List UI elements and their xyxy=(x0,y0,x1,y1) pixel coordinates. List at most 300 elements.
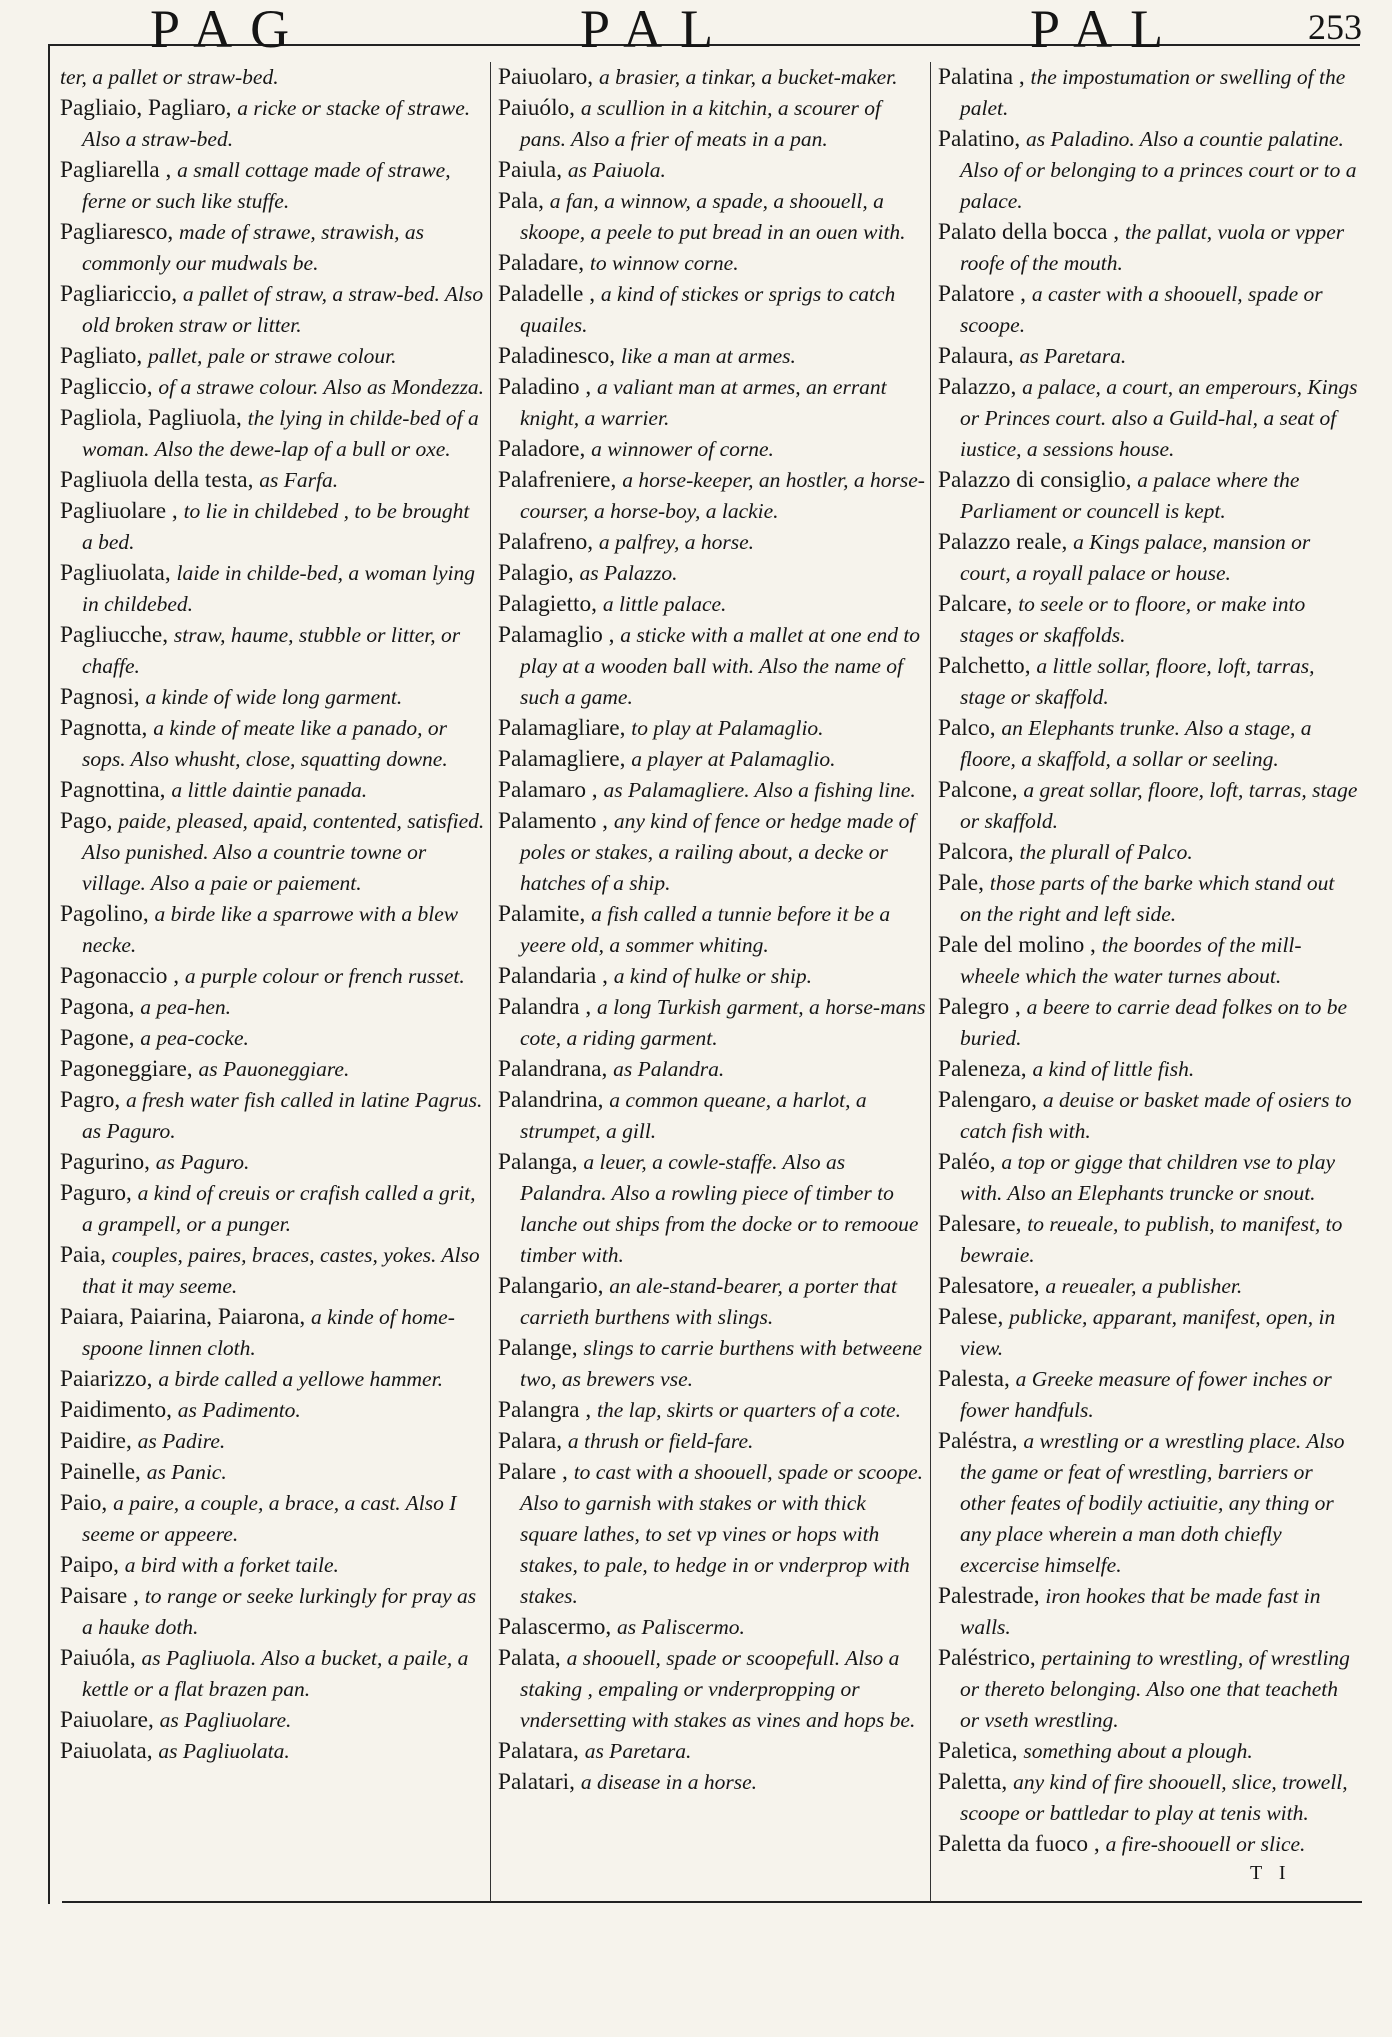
dictionary-entry xyxy=(498,93,926,155)
entry-headword: Pago, xyxy=(60,808,113,834)
entry-headword: Pagliccio, xyxy=(60,374,153,400)
entry-headword: Paidimento, xyxy=(60,1397,172,1423)
entry-headword: Pagliola, Pagliuola, xyxy=(60,405,242,431)
entry-headword: Palamagliere, xyxy=(498,746,626,772)
entry-definition: couples, paires, braces, castes, yokes. Also that it may seeme. xyxy=(82,1243,480,1298)
entry-definition: any kind of fence or hedge made of poles or stakes, a railing about, a decke or hatches of a ship. xyxy=(520,809,916,895)
dictionary-entry xyxy=(498,1085,926,1147)
dictionary-entry xyxy=(498,1395,926,1426)
dictionary-entry xyxy=(60,1054,485,1085)
entry-definition: a little daintie panada. xyxy=(171,778,368,802)
dictionary-entry xyxy=(60,496,485,558)
dictionary-entry xyxy=(498,620,926,713)
entry-definition: a Greeke measure of fower inches or fower handfuls. xyxy=(960,1367,1332,1422)
entry-definition: a fan, a winnow, a spade, a shoouell, a skoope, a peele to put bread in an ouen with. xyxy=(520,189,906,244)
entry-headword: Pagro, xyxy=(60,1087,121,1113)
entry-definition: a kinde of wide long garment. xyxy=(145,685,403,709)
entry-headword: Paléstra, xyxy=(938,1428,1018,1454)
dictionary-entry xyxy=(498,465,926,527)
entry-headword: Palcone, xyxy=(938,777,1018,803)
dictionary-entry xyxy=(938,868,1358,930)
dictionary-entry xyxy=(60,465,485,496)
dictionary-entry xyxy=(498,744,926,775)
dictionary-entry xyxy=(938,930,1358,992)
entry-headword: Palesta, xyxy=(938,1366,1010,1392)
entry-headword: Palazzo reale, xyxy=(938,529,1068,555)
entry-definition: a deuise or basket made of osiers to catch fish with. xyxy=(960,1088,1352,1143)
dictionary-entry xyxy=(60,1240,485,1302)
entry-headword: Palaura, xyxy=(938,343,1014,369)
entry-definition: a leuer, a cowle-staffe. Also as Palandra. Also a rowling piece of timber to lanche out ships from the docke or to remooue timber with. xyxy=(520,1150,919,1267)
entry-headword: Palese, xyxy=(938,1304,1004,1330)
entry-definition: an ale-stand-bearer, a porter that carrieth burthens with slings. xyxy=(520,1274,897,1329)
dictionary-entry xyxy=(938,1271,1358,1302)
entry-headword: Pagliaresco, xyxy=(60,219,174,245)
entry-definition: the lap, skirts or quarters of a cote. xyxy=(596,1398,901,1422)
entry-headword: Paidire, xyxy=(60,1428,132,1454)
entry-definition: like a man at armes. xyxy=(620,344,796,368)
entry-definition: a top or gigge that children vse to play with. Also an Elephants truncke or snout. xyxy=(960,1150,1336,1205)
dictionary-entry xyxy=(498,62,926,93)
entry-definition: as Paretara. xyxy=(584,1739,692,1763)
entry-definition: iron hookes that be made fast in walls. xyxy=(960,1584,1321,1639)
dictionary-entry xyxy=(498,1736,926,1767)
entry-headword: Paiarizzo, xyxy=(60,1366,153,1392)
entry-headword: Palato della bocca , xyxy=(938,219,1120,245)
dictionary-entry xyxy=(60,1457,485,1488)
entry-definition: publicke, apparant, manifest, open, in view. xyxy=(960,1305,1336,1360)
entry-definition: a kinde of meate like a panado, or sops. Also whusht, close, squatting downe. xyxy=(82,716,448,771)
entry-headword: Palatino, xyxy=(938,126,1021,152)
entry-headword: Palamite, xyxy=(498,901,586,927)
entry-definition: the pallat, vuola or vpper roofe of the mouth. xyxy=(960,220,1345,275)
entry-headword: Palagietto, xyxy=(498,591,597,617)
entry-headword: Palestrade, xyxy=(938,1583,1040,1609)
entry-headword: Pagoneggiare, xyxy=(60,1056,193,1082)
entry-headword: Palara, xyxy=(498,1428,563,1454)
entry-headword: Palco, xyxy=(938,715,996,741)
entry-headword: Paletta da fuoco , xyxy=(938,1831,1100,1857)
dictionary-entry xyxy=(498,899,926,961)
dictionary-entry xyxy=(60,1085,485,1147)
entry-headword: Pale del molino , xyxy=(938,932,1096,958)
entry-headword: Palagio, xyxy=(498,560,574,586)
dictionary-entry xyxy=(938,1302,1358,1364)
column-1 xyxy=(60,62,485,1902)
entry-definition: of a strawe colour. Also as Mondezza. xyxy=(158,375,485,399)
entry-definition: a little sollar, floore, loft, tarras, stage or skaffold. xyxy=(960,654,1315,709)
dictionary-entry xyxy=(938,279,1358,341)
entry-definition: a great sollar, floore, loft, tarras, stage or skaffold. xyxy=(960,778,1358,833)
entry-definition: as Paladino. Also a countie palatine. Also of or belonging to a princes court or to a palace. xyxy=(960,127,1357,213)
entry-definition: something about a plough. xyxy=(1023,1739,1253,1763)
dictionary-entry xyxy=(938,465,1358,527)
entry-definition: a common queane, a harlot, a strumpet, a gill. xyxy=(520,1088,867,1143)
entry-definition: laide in childe-bed, a woman lying in childebed. xyxy=(82,561,476,616)
dictionary-entry xyxy=(938,124,1358,217)
dictionary-entry xyxy=(60,1488,485,1550)
entry-definition: a pea-hen. xyxy=(140,995,231,1019)
dictionary-entry xyxy=(60,1581,485,1643)
dictionary-entry xyxy=(938,372,1358,465)
signature-mark: T I xyxy=(1250,1862,1292,1884)
dictionary-entry xyxy=(498,558,926,589)
dictionary-entry xyxy=(60,341,485,372)
column-separator-2 xyxy=(930,62,931,1902)
dictionary-entry xyxy=(60,992,485,1023)
entry-definition: a birde like a sparrowe with a blew necke. xyxy=(82,902,459,957)
dictionary-entry xyxy=(60,93,485,155)
dictionary-entry xyxy=(60,1550,485,1581)
entry-headword: Pagliarella , xyxy=(60,157,172,183)
dictionary-entry xyxy=(938,1767,1358,1829)
dictionary-entry xyxy=(938,651,1358,713)
entry-headword: Pagliuola della testa, xyxy=(60,467,254,493)
entry-headword: Palatara, xyxy=(498,1738,579,1764)
entry-definition: as Paguro. xyxy=(155,1150,250,1174)
entry-headword: Palegro , xyxy=(938,994,1021,1020)
entry-headword: Palare , xyxy=(498,1459,568,1485)
entry-definition: as Paliscermo. xyxy=(617,1615,745,1639)
dictionary-entry xyxy=(938,1209,1358,1271)
dictionary-entry xyxy=(498,1426,926,1457)
dictionary-entry xyxy=(498,248,926,279)
entry-headword: Paiara, Paiarina, Paiarona, xyxy=(60,1304,306,1330)
running-head-right: PAL xyxy=(1030,0,1182,59)
entry-definition: as Pagliuola. Also a bucket, a paile, a kettle or a flat brazen pan. xyxy=(82,1646,469,1701)
entry-headword: Paléo, xyxy=(938,1149,996,1175)
entry-definition: the boordes of the mill-wheele which the water turnes about. xyxy=(960,933,1302,988)
entry-headword: Pagliuolata, xyxy=(60,560,171,586)
entry-headword: Palandaria , xyxy=(498,963,608,989)
entry-definition: a small cottage made of strawe, ferne or such like stuffe. xyxy=(82,158,451,213)
dictionary-entry xyxy=(60,1178,485,1240)
entry-definition: a Kings palace, mansion or court, a royall palace or house. xyxy=(960,530,1311,585)
dictionary-entry xyxy=(498,589,926,620)
entry-definition: the plurall of Palco. xyxy=(1019,840,1193,864)
entry-headword: Palandra , xyxy=(498,994,592,1020)
entry-definition: as Paiuola. xyxy=(567,158,666,182)
entry-definition: a reuealer, a publisher. xyxy=(1045,1274,1243,1298)
entry-headword: Palesatore, xyxy=(938,1273,1040,1299)
entry-definition: a palfrey, a horse. xyxy=(598,530,754,554)
entry-definition: as Pagliuolare. xyxy=(159,1708,292,1732)
entry-definition: pallet, pale or strawe colour. xyxy=(148,344,397,368)
entry-headword: Palatari, xyxy=(498,1769,575,1795)
entry-definition: a horse-keeper, an hostler, a horse-courser, a horse-boy, a lackie. xyxy=(520,468,925,523)
entry-definition: a wrestling or a wrestling place. Also the game or feat of wrestling, barriers or other feates of bodily actiuitie, any thing or any place wherein a man doth chiefly excercise himselfe. xyxy=(960,1429,1345,1577)
entry-definition: to winnow corne. xyxy=(589,251,739,275)
entry-definition: a scullion in a kitchin, a scourer of pans. Also a frier of meats in a pan. xyxy=(520,96,882,151)
entry-headword: Pagliaio, Pagliaro, xyxy=(60,95,232,121)
entry-headword: Paia, xyxy=(60,1242,106,1268)
entry-definition: a kinde of home-spoone linnen cloth. xyxy=(82,1305,455,1360)
entry-definition: as Padimento. xyxy=(177,1398,301,1422)
dictionary-entry xyxy=(60,1364,485,1395)
entry-definition: to range or seeke lurkingly for pray as a hauke doth. xyxy=(82,1584,477,1639)
entry-headword: Palchetto, xyxy=(938,653,1031,679)
entry-definition: as Padire. xyxy=(137,1429,226,1453)
dictionary-entry xyxy=(938,527,1358,589)
entry-definition: a paire, a couple, a brace, a cast. Also I seeme or appeere. xyxy=(82,1491,457,1546)
entry-headword: Palazzo di consiglio, xyxy=(938,467,1132,493)
dictionary-entry xyxy=(60,1147,485,1178)
dictionary-entry xyxy=(938,589,1358,651)
entry-definition: to cast with a shoouell, spade or scoope. Also to garnish with stakes or with thick square lathes, to set vp vines or hops with stakes, to pale, to hedge in or vnderprop with stakes. xyxy=(520,1460,924,1608)
dictionary-entry xyxy=(498,279,926,341)
entry-definition: a kind of stickes or sprigs to catch quailes. xyxy=(520,282,896,337)
entry-definition: a palace where the Parliament or councell is kept. xyxy=(960,468,1300,523)
dictionary-entry xyxy=(938,1364,1358,1426)
entry-definition: as Palandra. xyxy=(613,1057,725,1081)
entry-definition: as Panic. xyxy=(146,1460,227,1484)
dictionary-entry xyxy=(938,1147,1358,1209)
entry-definition: a birde called a yellowe hammer. xyxy=(158,1367,443,1391)
entry-definition: made of strawe, strawish, as commonly our mudwals be. xyxy=(82,220,424,275)
entry-definition: a pallet of straw, a straw-bed. Also old broken straw or litter. xyxy=(82,282,484,337)
entry-headword: Palafreniere, xyxy=(498,467,617,493)
dictionary-entry xyxy=(60,620,485,682)
entry-definition: as Pauoneggiare. xyxy=(198,1057,350,1081)
dictionary-entry xyxy=(938,1581,1358,1643)
entry-headword: Painelle, xyxy=(60,1459,141,1485)
column-3 xyxy=(938,62,1358,1902)
entry-definition: a sticke with a mallet at one end to play at a wooden ball with. Also the name of such a game. xyxy=(520,623,921,709)
dictionary-entry xyxy=(938,217,1358,279)
left-rule xyxy=(48,44,50,1904)
dictionary-entry xyxy=(60,1705,485,1736)
entry-headword: Pale, xyxy=(938,870,984,896)
entry-definition: a long Turkish garment, a horse-mans cote, a riding garment. xyxy=(520,995,926,1050)
dictionary-entry xyxy=(938,837,1358,868)
entry-definition: a kind of creuis or crafish called a grit, a grampell, or a punger. xyxy=(82,1181,476,1236)
dictionary-entry xyxy=(938,992,1358,1054)
dictionary-entry xyxy=(60,558,485,620)
entry-headword: Paiuóla, xyxy=(60,1645,136,1671)
entry-definition: a ricke or stacke of strawe. Also a straw-bed. xyxy=(82,96,471,151)
entry-headword: Palandrana, xyxy=(498,1056,608,1082)
entry-definition: a beere to carrie dead folkes on to be buried. xyxy=(960,995,1348,1050)
entry-headword: Pagnotta, xyxy=(60,715,148,741)
dictionary-entry xyxy=(938,1085,1358,1147)
entry-definition: to play at Palamaglio. xyxy=(631,716,824,740)
entry-definition: those parts of the barke which stand out on the right and left side. xyxy=(960,871,1335,926)
entry-headword: Pagliucche, xyxy=(60,622,169,648)
dictionary-entry xyxy=(60,961,485,992)
dictionary-entry xyxy=(938,1643,1358,1736)
entry-definition: a fire-shoouell or slice. xyxy=(1105,1832,1306,1856)
dictionary-entry xyxy=(498,961,926,992)
entry-headword: Paladore, xyxy=(498,436,586,462)
column-separator-1 xyxy=(490,62,491,1902)
entry-headword: Palatore , xyxy=(938,281,1026,307)
entry-definition: a little palace. xyxy=(602,592,727,616)
dictionary-entry xyxy=(938,1736,1358,1767)
entry-definition: to seele or to floore, or make into stages or skaffolds. xyxy=(960,592,1306,647)
page-number: 253 xyxy=(1308,7,1362,47)
entry-definition: slings to carrie burthens with betweene two, as brewers vse. xyxy=(520,1336,922,1391)
entry-definition: a palace, a court, an emperours, Kings or Princes court. also a Guild-hal, a seat of iustice, a sessions house. xyxy=(960,375,1358,461)
dictionary-entry xyxy=(498,1271,926,1333)
entry-definition: to reueale, to publish, to manifest, to bewraie. xyxy=(960,1212,1343,1267)
dictionary-entry xyxy=(60,62,485,93)
entry-definition: straw, haume, stubble or litter, or chaffe. xyxy=(82,623,461,678)
dictionary-entry xyxy=(938,1426,1358,1581)
entry-headword: Paiula, xyxy=(498,157,563,183)
dictionary-entry xyxy=(60,899,485,961)
dictionary-entry xyxy=(60,1426,485,1457)
dictionary-entry xyxy=(498,775,926,806)
entry-headword: Paio, xyxy=(60,1490,108,1516)
entry-headword: Palamagliare, xyxy=(498,715,626,741)
entry-headword: Pagona, xyxy=(60,994,135,1020)
dictionary-entry xyxy=(60,279,485,341)
entry-headword: Pagliariccio, xyxy=(60,281,178,307)
entry-headword: Pagonaccio , xyxy=(60,963,180,989)
dictionary-entry xyxy=(498,341,926,372)
entry-headword: Paisare , xyxy=(60,1583,139,1609)
entry-definition: an Elephants trunke. Also a stage, a floore, a skaffold, a sollar or seeling. xyxy=(960,716,1312,771)
dictionary-entry xyxy=(60,682,485,713)
entry-headword: Palata, xyxy=(498,1645,561,1671)
dictionary-entry xyxy=(60,217,485,279)
entry-headword: Paladinesco, xyxy=(498,343,616,369)
entry-headword: Palazzo, xyxy=(938,374,1017,400)
dictionary-entry xyxy=(60,806,485,899)
dictionary-entry xyxy=(60,155,485,217)
entry-definition: the lying in childe-bed of a woman. Also the dewe-lap of a bull or oxe. xyxy=(82,406,479,461)
entry-headword: Palatina , xyxy=(938,64,1025,90)
entry-definition: a kind of hulke or ship. xyxy=(613,964,813,988)
entry-headword: Paletta, xyxy=(938,1769,1008,1795)
dictionary-entry xyxy=(938,341,1358,372)
dictionary-entry xyxy=(60,1643,485,1705)
entry-headword: Paladino , xyxy=(498,374,592,400)
dictionary-entry xyxy=(938,775,1358,837)
entry-definition: a pea-cocke. xyxy=(140,1026,249,1050)
entry-headword: Palange, xyxy=(498,1335,578,1361)
entry-headword: Palanga, xyxy=(498,1149,578,1175)
entry-headword: Pagliuolare , xyxy=(60,498,178,524)
entry-headword: Pagurino, xyxy=(60,1149,150,1175)
dictionary-entry xyxy=(498,1457,926,1612)
entry-headword: Pala, xyxy=(498,188,544,214)
column-2 xyxy=(498,62,926,1902)
entry-headword: Palamaglio , xyxy=(498,622,615,648)
dictionary-entry xyxy=(498,1054,926,1085)
entry-headword: Paipo, xyxy=(60,1552,119,1578)
dictionary-entry xyxy=(498,1333,926,1395)
dictionary-entry xyxy=(498,1643,926,1736)
entry-headword: Paiuolata, xyxy=(60,1738,153,1764)
dictionary-entry xyxy=(498,1767,926,1798)
entry-definition: a bird with a forket taile. xyxy=(124,1553,339,1577)
entry-definition: any kind of fire shoouell, slice, trowell, scoope or battledar to play at tenis with. xyxy=(960,1770,1348,1825)
dictionary-entry xyxy=(938,1054,1358,1085)
entry-definition: a kind of little fish. xyxy=(1032,1057,1195,1081)
entry-definition: ter, a pallet or straw-bed. xyxy=(60,65,279,89)
entry-definition: a valiant man at armes, an errant knight, a warrier. xyxy=(520,375,887,430)
dictionary-entry xyxy=(60,775,485,806)
entry-headword: Palafreno, xyxy=(498,529,594,555)
entry-definition: a caster with a shoouell, spade or scoope. xyxy=(960,282,1323,337)
dictionary-entry xyxy=(60,403,485,465)
running-head-middle: PAL xyxy=(580,0,732,59)
entry-definition: as Palazzo. xyxy=(579,561,678,585)
entry-headword: Palandrina, xyxy=(498,1087,604,1113)
dictionary-entry xyxy=(60,1023,485,1054)
dictionary-entry xyxy=(60,1302,485,1364)
dictionary-entry xyxy=(498,992,926,1054)
entry-definition: as Farfa. xyxy=(259,468,339,492)
entry-definition: a fish called a tunnie before it be a yeere old, a sommer whiting. xyxy=(520,902,891,957)
dictionary-entry xyxy=(60,1395,485,1426)
entry-definition: a brasier, a tinkar, a bucket-maker. xyxy=(598,65,898,89)
entry-headword: Pagnosi, xyxy=(60,684,140,710)
entry-headword: Paladelle , xyxy=(498,281,596,307)
entry-headword: Palamaro , xyxy=(498,777,598,803)
entry-definition: as Pagliuolata. xyxy=(158,1739,290,1763)
entry-headword: Pagone, xyxy=(60,1025,135,1051)
dictionary-entry xyxy=(938,1829,1358,1860)
entry-definition: a shoouell, spade or scoopefull. Also a staking , empaling or vnderpropping or vndersetting with stakes as vines and hops be. xyxy=(520,1646,916,1732)
entry-headword: Palcora, xyxy=(938,839,1014,865)
dictionary-entry xyxy=(498,1147,926,1271)
dictionary-entry xyxy=(60,1736,485,1767)
entry-definition: a player at Palamaglio. xyxy=(631,747,836,771)
entry-headword: Pagnottina, xyxy=(60,777,166,803)
entry-definition: pertaining to wrestling, of wrestling or thereto belonging. Also one that teacheth or vseth wrestling. xyxy=(960,1646,1350,1732)
entry-headword: Palengaro, xyxy=(938,1087,1037,1113)
dictionary-entry xyxy=(498,372,926,434)
entry-headword: Paiuolaro, xyxy=(498,64,594,90)
entry-definition: a purple colour or french russet. xyxy=(184,964,465,988)
dictionary-entry xyxy=(498,1612,926,1643)
entry-definition: paide, pleased, apaid, contented, satisfied. Also punished. Also a countrie towne or village. Also a paie or paiement. xyxy=(82,809,485,895)
entry-definition: to lie in childebed , to be brought a bed. xyxy=(82,499,470,554)
dictionary-entry xyxy=(498,806,926,899)
entry-headword: Pagliato, xyxy=(60,343,143,369)
entry-headword: Paiuolare, xyxy=(60,1707,154,1733)
dictionary-entry xyxy=(938,713,1358,775)
entry-headword: Paléstrico, xyxy=(938,1645,1036,1671)
entry-headword: Palamento , xyxy=(498,808,608,834)
dictionary-entry xyxy=(938,62,1358,124)
dictionary-entry xyxy=(498,155,926,186)
entry-definition: a disease in a horse. xyxy=(580,1770,757,1794)
dictionary-entry xyxy=(60,372,485,403)
entry-headword: Paiuólo, xyxy=(498,95,576,121)
entry-headword: Palcare, xyxy=(938,591,1013,617)
dictionary-entry xyxy=(498,186,926,248)
entry-headword: Pagolino, xyxy=(60,901,149,927)
entry-headword: Paguro, xyxy=(60,1180,132,1206)
entry-headword: Paletica, xyxy=(938,1738,1018,1764)
entry-definition: as Paretara. xyxy=(1019,344,1127,368)
entry-definition: as Palamagliere. Also a fishing line. xyxy=(603,778,916,802)
entry-definition: a thrush or field-fare. xyxy=(567,1429,754,1453)
dictionary-entry xyxy=(498,527,926,558)
running-head-left: PAG xyxy=(150,0,308,59)
dictionary-entry xyxy=(498,713,926,744)
entry-headword: Palascermo, xyxy=(498,1614,612,1640)
dictionary-entry xyxy=(60,713,485,775)
entry-headword: Palesare, xyxy=(938,1211,1022,1237)
entry-definition: the impostumation or swelling of the palet. xyxy=(960,65,1346,120)
entry-headword: Palangario, xyxy=(498,1273,604,1299)
entry-headword: Paladare, xyxy=(498,250,585,276)
entry-headword: Paleneza, xyxy=(938,1056,1027,1082)
